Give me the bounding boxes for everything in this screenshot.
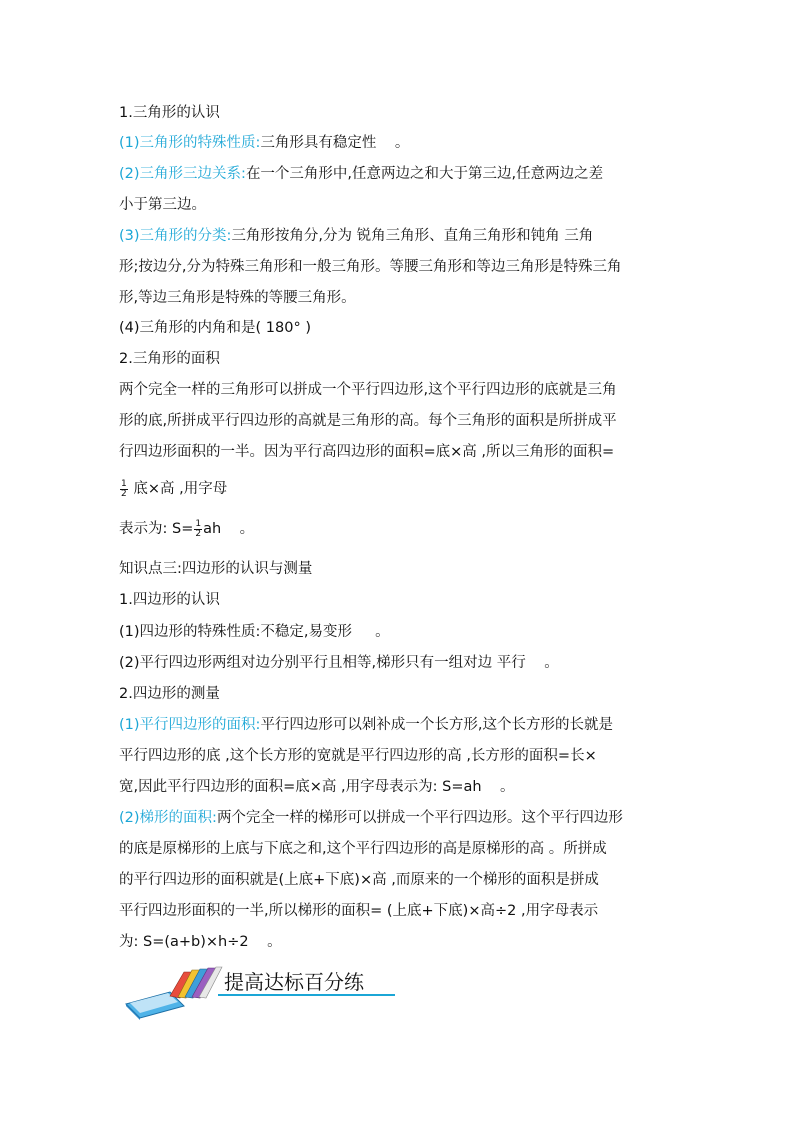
triangle-sides-line-2: 小于第三边。 bbox=[119, 197, 206, 213]
formula-fraction-denominator: 2 bbox=[195, 528, 202, 539]
quadrilateral-property-text: (1)四边形的特殊性质:不稳定,易变形 bbox=[119, 624, 353, 640]
period: 。 bbox=[394, 135, 410, 151]
formula-fraction-numerator: 1 bbox=[195, 518, 202, 529]
trapezoid-area-line-5 bbox=[119, 932, 282, 952]
period: 。 bbox=[239, 521, 255, 537]
triangle-property-label: (1)三角形的特殊性质: bbox=[119, 135, 261, 151]
triangle-area-line-3: 行四边形面积的一半。因为平行高四边形的面积=底×高 ,所以三角形的面积= bbox=[119, 444, 615, 460]
trapezoid-area-line-2: 的底是原梯形的上底与下底之和,这个平行四边形的高是原梯形的高 。所拼成 bbox=[119, 841, 607, 857]
section-title-quadrilateral: 知识点三:四边形的认识与测量 bbox=[119, 561, 313, 577]
triangle-sides-line bbox=[119, 164, 603, 184]
triangle-sides-text: 在一个三角形中,任意两边之和大于第三边,任意两边之差 bbox=[245, 166, 604, 182]
parallelogram-area-text: 平行四边形可以剁补成一个长方形,这个长方形的长就是 bbox=[260, 717, 614, 733]
trapezoid-area-line-1 bbox=[119, 808, 623, 828]
triangle-classification-line bbox=[119, 226, 593, 246]
parallelogram-trapezoid-text: (2)平行四边形两组对边分别平行且相等,梯形只有一组对边 平行 bbox=[119, 655, 526, 671]
triangle-classification-text: 三角形按角分,分为 锐角三角形、直角三角形和钝角 三角 bbox=[231, 228, 594, 244]
parallelogram-area-line-1 bbox=[119, 715, 613, 735]
triangle-classification-line-3: 形,等边三角形是特殊的等腰三角形。 bbox=[119, 290, 356, 306]
formula-fraction-half bbox=[194, 520, 202, 539]
period: 。 bbox=[500, 779, 515, 795]
fraction-denominator: 2 bbox=[121, 488, 127, 499]
period: 。 bbox=[544, 655, 559, 671]
parallelogram-area-line-2: 平行四边形的底 ,这个长方形的宽就是平行四边形的高 ,长方形的面积=长× bbox=[119, 748, 597, 764]
heading-quadrilateral-recognition: 1.四边形的认识 bbox=[119, 592, 220, 608]
trapezoid-area-text: 两个完全一样的梯形可以拼成一个平行四边形。这个平行四边形 bbox=[216, 810, 623, 826]
heading-triangle-recognition: 1.三角形的认识 bbox=[119, 105, 220, 121]
formula-suffix: ah bbox=[203, 521, 222, 537]
period: 。 bbox=[267, 934, 282, 950]
triangle-area-formula bbox=[119, 519, 254, 539]
trapezoid-area-label: (2)梯形的面积: bbox=[119, 810, 217, 826]
formula-prefix: 表示为: S= bbox=[119, 521, 194, 537]
banner-title: 提高达标百分练 bbox=[224, 970, 364, 994]
parallelogram-area-label: (1)平行四边形的面积: bbox=[119, 717, 261, 733]
triangle-property-line bbox=[119, 133, 409, 153]
quadrilateral-property bbox=[119, 622, 390, 642]
triangle-property-text: 三角形具有稳定性 bbox=[260, 135, 377, 151]
triangle-area-line-1: 两个完全一样的三角形可以拼成一个平行四边形,这个平行四边形的底就是三角 bbox=[119, 382, 617, 398]
triangle-area-line-4-text: 底×高 ,用字母 bbox=[133, 481, 228, 497]
fraction-numerator: 1 bbox=[121, 478, 127, 489]
parallelogram-area-line-3-text: 宽,因此平行四边形的面积=底×高 ,用字母表示为: S=ah bbox=[119, 779, 482, 795]
trapezoid-area-line-4: 平行四边形面积的一半,所以梯形的面积= (上底+下底)×高÷2 ,用字母表示 bbox=[119, 903, 599, 919]
triangle-area-line-4 bbox=[119, 479, 227, 499]
trapezoid-area-formula: 为: S=(a+b)×h÷2 bbox=[119, 934, 249, 950]
heading-triangle-area: 2.三角形的面积 bbox=[119, 351, 220, 367]
parallelogram-trapezoid-line bbox=[119, 653, 559, 673]
fraction-half bbox=[120, 480, 128, 499]
triangle-classification-line-2: 形;按边分,分为特殊三角形和一般三角形。等腰三角形和等边三角形是特殊三角 bbox=[119, 259, 622, 275]
triangle-area-line-2: 形的底,所拼成平行四边形的高就是三角形的高。每个三角形的面积是所拼成平 bbox=[119, 413, 617, 429]
heading-quadrilateral-measurement: 2.四边形的测量 bbox=[119, 686, 220, 702]
parallelogram-area-line-3 bbox=[119, 777, 515, 797]
triangle-sides-label: (2)三角形三边关系: bbox=[119, 166, 246, 182]
triangle-classification-label: (3)三角形的分类: bbox=[119, 228, 232, 244]
triangle-angle-sum: (4)三角形的内角和是( 180° ) bbox=[119, 320, 311, 336]
trapezoid-area-line-3: 的平行四边形的面积就是(上底+下底)×高 ,而原来的一个梯形的面积是拼成 bbox=[119, 872, 599, 888]
period: 。 bbox=[375, 624, 390, 640]
